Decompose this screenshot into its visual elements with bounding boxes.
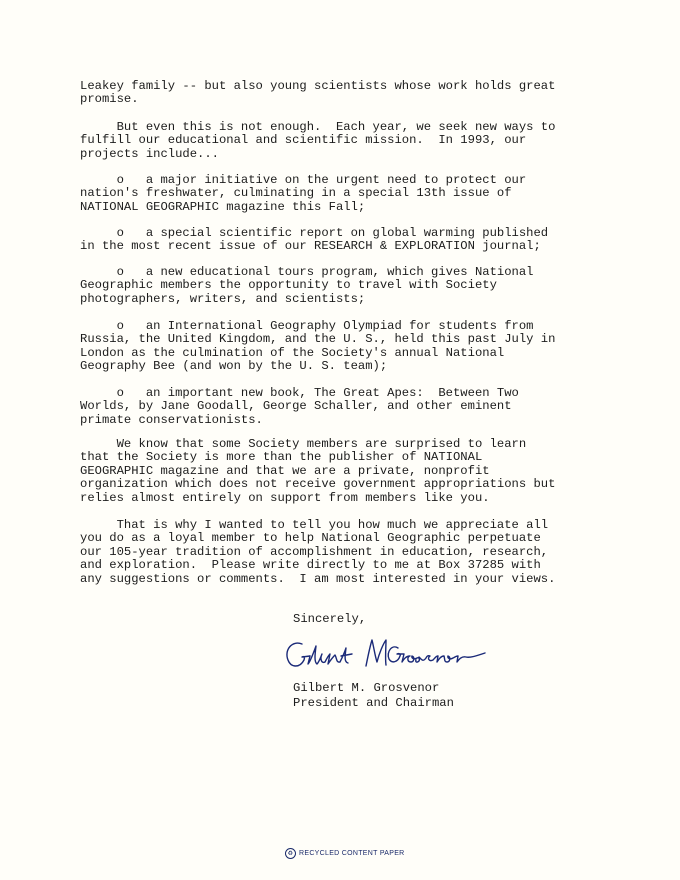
signer-title: President and Chairman xyxy=(293,696,454,710)
continuation-paragraph: Leakey family -- but also young scientists whose work holds great promise. xyxy=(80,79,556,107)
recycle-icon: ♻ xyxy=(285,848,296,859)
paragraph-that-is-why: That is why I wanted to tell you how much we appreciate all you do as a loyal member to help National Geographic perpetuate our 105-year tradition of accomplishment in education, research, and exploration. Please write directly to me at Box 37285 with any suggestions or comments. I am most interested in your views. xyxy=(80,518,556,586)
bullet-global-warming: o a special scientific report on global warming published in the most recent issue of our RESEARCH & EXPLORATION journal; xyxy=(80,226,549,254)
signer-name: Gilbert M. Grosvenor xyxy=(293,681,440,695)
recycled-paper-mark xyxy=(285,848,405,859)
bullet-freshwater: o a major initiative on the urgent need to protect our nation's freshwater, culminating in a special 13th issue of NATIONAL GEOGRAPHIC magazine this Fall; xyxy=(80,173,527,214)
closing-salutation: Sincerely, xyxy=(293,612,367,626)
paragraph-even-this: But even this is not enough. Each year, we seek new ways to fulfill our educational and scientific mission. In 1993, our projects include... xyxy=(80,120,556,161)
bullet-tours-program: o a new educational tours program, which gives National Geographic members the opportunity to travel with Society photographers, writers, and scientists; xyxy=(80,265,534,306)
handwritten-signature xyxy=(280,632,500,680)
recycled-paper-label: RECYCLED CONTENT PAPER xyxy=(299,850,405,857)
bullet-great-apes-book: o an important new book, The Great Apes: Between Two Worlds, by Jane Goodall, George Schaller, and other eminent primate conservationists. xyxy=(80,386,519,427)
bullet-geography-olympiad: o an International Geography Olympiad for students from Russia, the United Kingdom, and the U. S., held this past July in London as the culmination of the Society's annual National Geography Bee (and won by the U. S. team); xyxy=(80,319,556,374)
paragraph-we-know: We know that some Society members are surprised to learn that the Society is more than the publisher of NATIONAL GEOGRAPHIC magazine and that we are a private, nonprofit organization which does not receive government appropriations but relies almost entirely on support from members like you. xyxy=(80,437,556,505)
